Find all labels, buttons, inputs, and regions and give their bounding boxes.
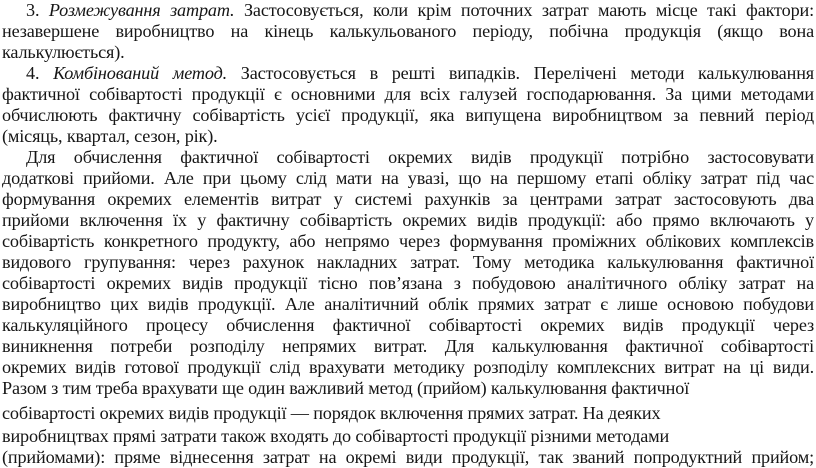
text-line: калькуляційного процесу обчислення фактичної собівартості окремих видів продукції через <box>2 315 814 335</box>
text-line: формування окремих елементів витрат у системі рахунків за центрами затрат застосовують два <box>2 189 814 209</box>
text-line: прийоми включення їх у фактичну собівартість окремих видів продукції: або прямо включають у <box>2 210 814 230</box>
item-text: Застосовується, коли крім поточних затрат мають місце такі фактори: <box>234 0 814 20</box>
text-line: виробництво цих видів продукції. Але аналітичний облік прямих затрат є лише основою побудови <box>2 294 814 314</box>
item-number: 4. <box>26 63 54 83</box>
text-line: Разом з тим треба врахувати ще один важливий метод (прийом) калькулювання фактичної <box>2 378 690 398</box>
text-line: виникнення потреби розподілу непрямих витрат. Для калькулювання фактичної собівартості <box>2 336 814 356</box>
paragraph-first-line: Для обчислення фактичної собівартості окремих видів продукції потрібно застосовувати <box>26 147 814 167</box>
item-number: 3. <box>26 0 49 20</box>
text-line: окремих видів готової продукції слід врахувати методику розподілу комплексних витрат на ці види. <box>2 357 814 377</box>
item-term: Розмежування затрат. <box>48 0 235 20</box>
text-line: видового групування: через рахунок накладних затрат. Тому методика калькулювання фактичної <box>2 252 814 272</box>
item-3-line <box>2 0 814 21</box>
text-line: калькулюється). <box>2 42 125 62</box>
item-term: Комбінований метод. <box>53 63 228 83</box>
text-line: виробництвах прямі затрати також входять до собівартості продукції різними методами <box>2 426 670 446</box>
text-line: (місяць, квартал, сезон, рік). <box>2 126 218 146</box>
item-4-line <box>2 63 814 84</box>
text-line: (прийомами): пряме віднесення затрат на окремі види продукції, так званий попродуктний прийом; <box>2 447 814 467</box>
text-line: фактичної собівартості продукції є основними для всіх галузей господарювання. За цими методами <box>2 84 814 104</box>
text-line: додаткові прийоми. Але при цьому слід мати на увазі, що на першому етапі обліку затрат під час <box>2 168 814 188</box>
item-text: Застосовується в решті випадків. Перелічені методи калькулювання <box>227 63 814 83</box>
document-page <box>2 0 814 467</box>
text-line: собівартості окремих видів продукції тісно пов’язана з побудовою аналітичного обліку затрат на <box>2 273 814 293</box>
text-line: обчислюють фактичну собівартість усієї продукції, яка випущена виробництвом за певний період <box>2 105 814 125</box>
text-line: незавершене виробництво на кінець калькульованого періоду, побічна продукція (якщо вона <box>2 21 814 41</box>
text-line: собівартості окремих видів продукції — порядок включення прямих затрат. На деяких <box>2 403 661 423</box>
text-line: собівартість конкретного продукту, або непрямо через формування проміжних облікових комплексів <box>2 231 814 251</box>
